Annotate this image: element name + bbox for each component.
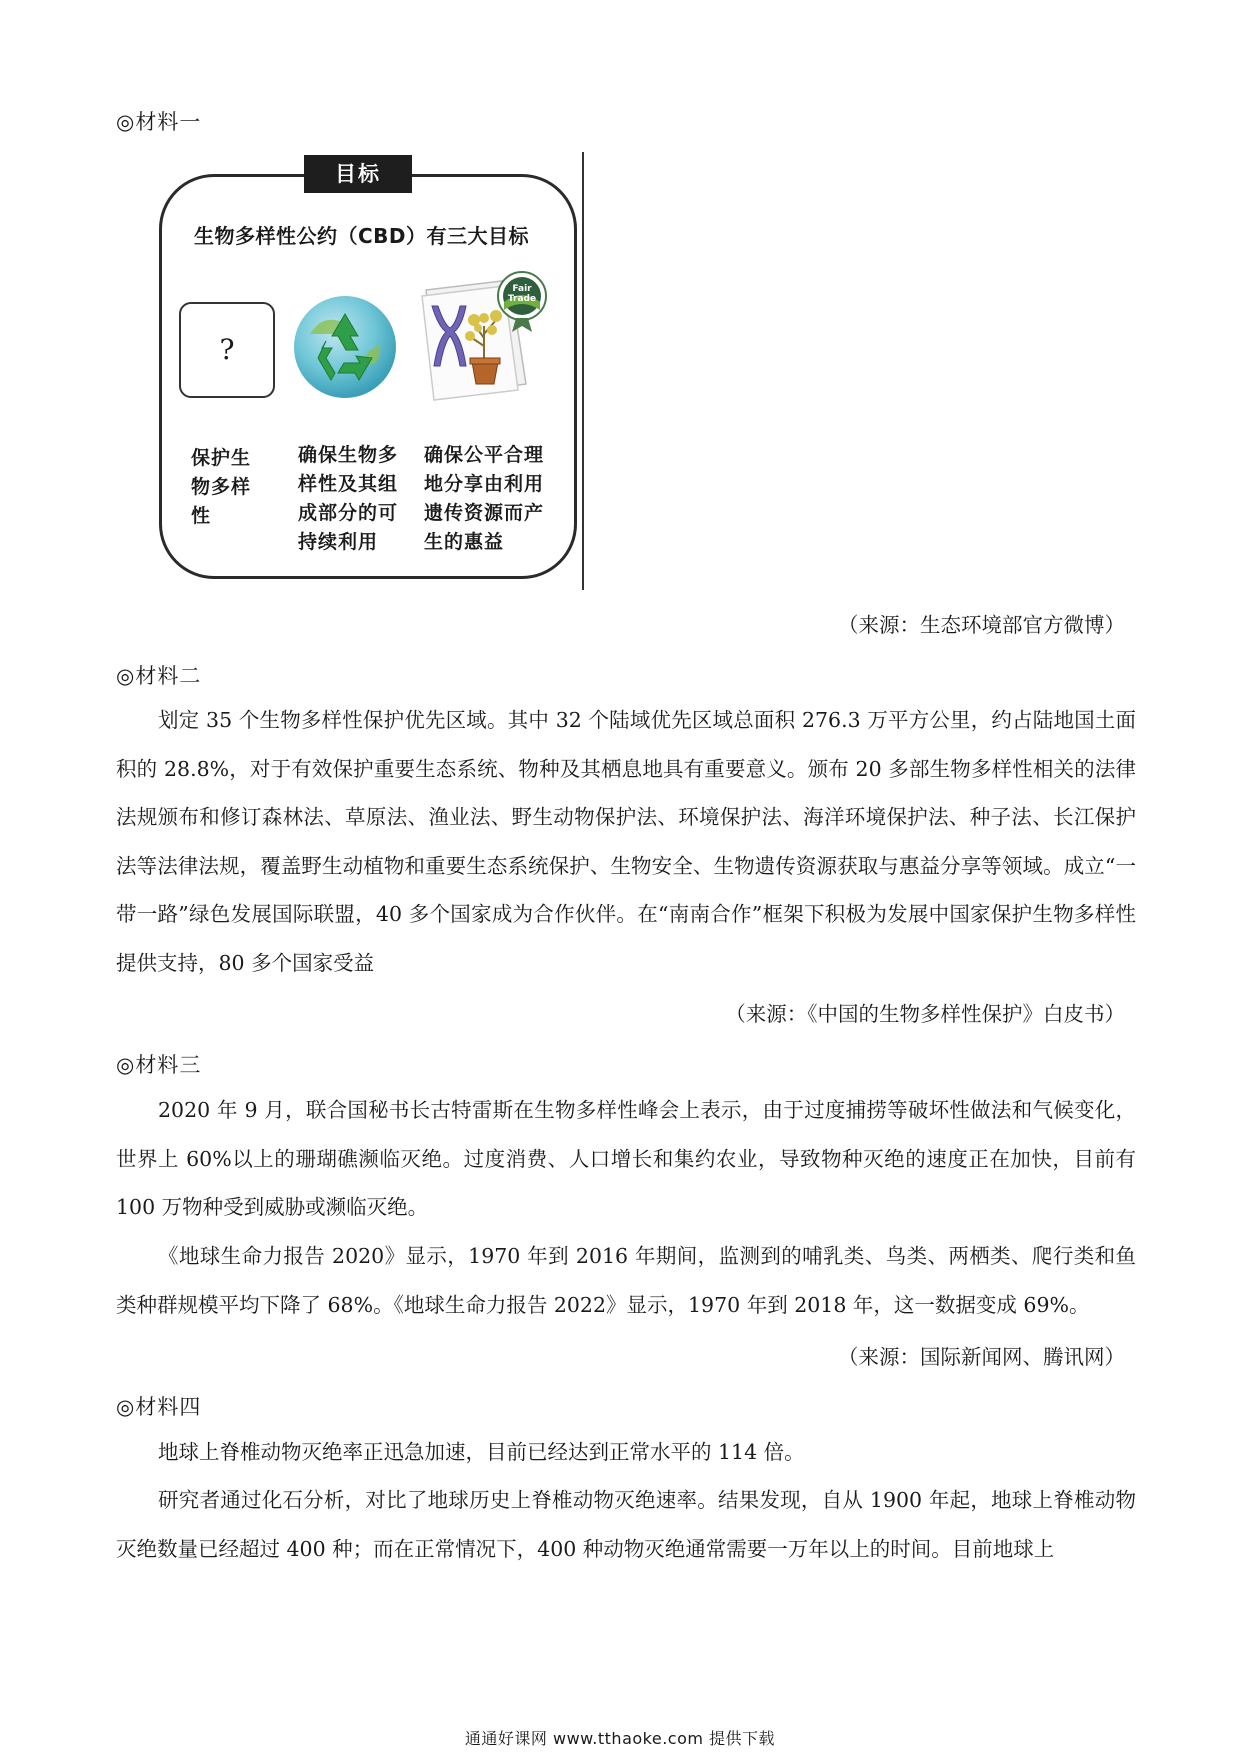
caption-line: 地分享由利用 [424, 473, 545, 495]
caption-line: 成部分的可 [298, 502, 399, 524]
goal-tag: 目标 [304, 155, 412, 193]
material3-source: （来源：国际新闻网、腾讯网） [838, 1345, 1125, 1369]
caption-line: 保护生 [191, 447, 252, 469]
caption-goal-1 [191, 444, 251, 531]
material2-heading: ◎材料二 [116, 664, 202, 688]
badge-trade-text: Trade [507, 294, 537, 304]
material1-source: （来源：生态环境部官方微博） [838, 613, 1125, 637]
caption-line: 样性及其组 [298, 473, 399, 495]
material2-body: 划定 35 个生物多样性保护优先区域。其中 32 个陆域优先区域总面积 276.3 万平方公里，约占陆地国土面积的 28.8%，对于有效保护重要生态系统、物种及其栖息地具有重要意义。颁布 20 多部生物多样性相关的法律法规颁布和修订森林法、草原法、渔业法、野生动物保护法、环境保护法、海洋环境保护法、种子法、长江保护法等法律法规，覆盖野生动植物和重要生态系统保护、生物安全、生物遗传资源获取与惠益分享等领域。成立“一带一路”绿色发展国际联盟，40 多个国家成为合作伙伴。在“南南合作”框架下积极为发展中国家保护生物多样性提供支持，80 多个国家受益 [116, 708, 1136, 975]
caption-line: 性 [191, 505, 212, 527]
figure-divider [582, 152, 584, 590]
caption-line: 生的惠益 [424, 531, 505, 553]
material3-heading: ◎材料三 [116, 1053, 202, 1077]
material1-heading: ◎材料一 [116, 110, 202, 134]
caption-line: 确保公平合理 [424, 444, 545, 466]
caption-line: 遗传资源而产 [424, 502, 545, 524]
genetic-resources-icon [418, 266, 550, 402]
caption-goal-2 [298, 441, 398, 557]
badge-fair-text: Fair [512, 284, 532, 294]
caption-line: 确保生物多 [298, 444, 399, 466]
question-mark-box: ? [179, 302, 275, 398]
material3-paragraph-2: 《地球生命力报告 2020》显示，1970 年到 2016 年期间，监测到的哺乳类、鸟类、两栖类、爬行类和鱼类种群规模平均下降了 68%。《地球生命力报告 2022》显示，1970 年到 2018 年，这一数据变成 69%。 [116, 1244, 1136, 1317]
cbd-title: 生物多样性公约（CBD）有三大目标 [194, 224, 530, 248]
material2-source: （来源：《中国的生物多样性保护》白皮书） [725, 1002, 1125, 1026]
material4-paragraph-1: 地球上脊椎动物灭绝率正迅急加速，目前已经达到正常水平的 114 倍。 [158, 1440, 805, 1464]
caption-goal-3 [424, 441, 544, 557]
caption-line: 物多样 [191, 476, 252, 498]
material3-paragraph-1: 2020 年 9 月，联合国秘书长古特雷斯在生物多样性峰会上表示，由于过度捕捞等破坏性做法和气候变化，世界上 60%以上的珊瑚礁濒临灭绝。过度消费、人口增长和集约农业，导致物种灭绝的速度正在加快，目前有 100 万物种受到威胁或濒临灭绝。 [116, 1098, 1136, 1219]
material4-heading: ◎材料四 [116, 1395, 202, 1419]
page-footer: 通通好课网 www.tthaoke.com 提供下载 [464, 1729, 776, 1748]
material4-paragraph-2: 研究者通过化石分析，对比了地球历史上脊椎动物灭绝速率。结果发现，自从 1900 年起，地球上脊椎动物灭绝数量已经超过 400 种；而在正常情况下，400 种动物灭绝通常需要一万年以上的时间。目前地球上 [116, 1488, 1136, 1561]
caption-line: 持续利用 [298, 531, 379, 553]
recycle-globe-icon [292, 294, 398, 400]
